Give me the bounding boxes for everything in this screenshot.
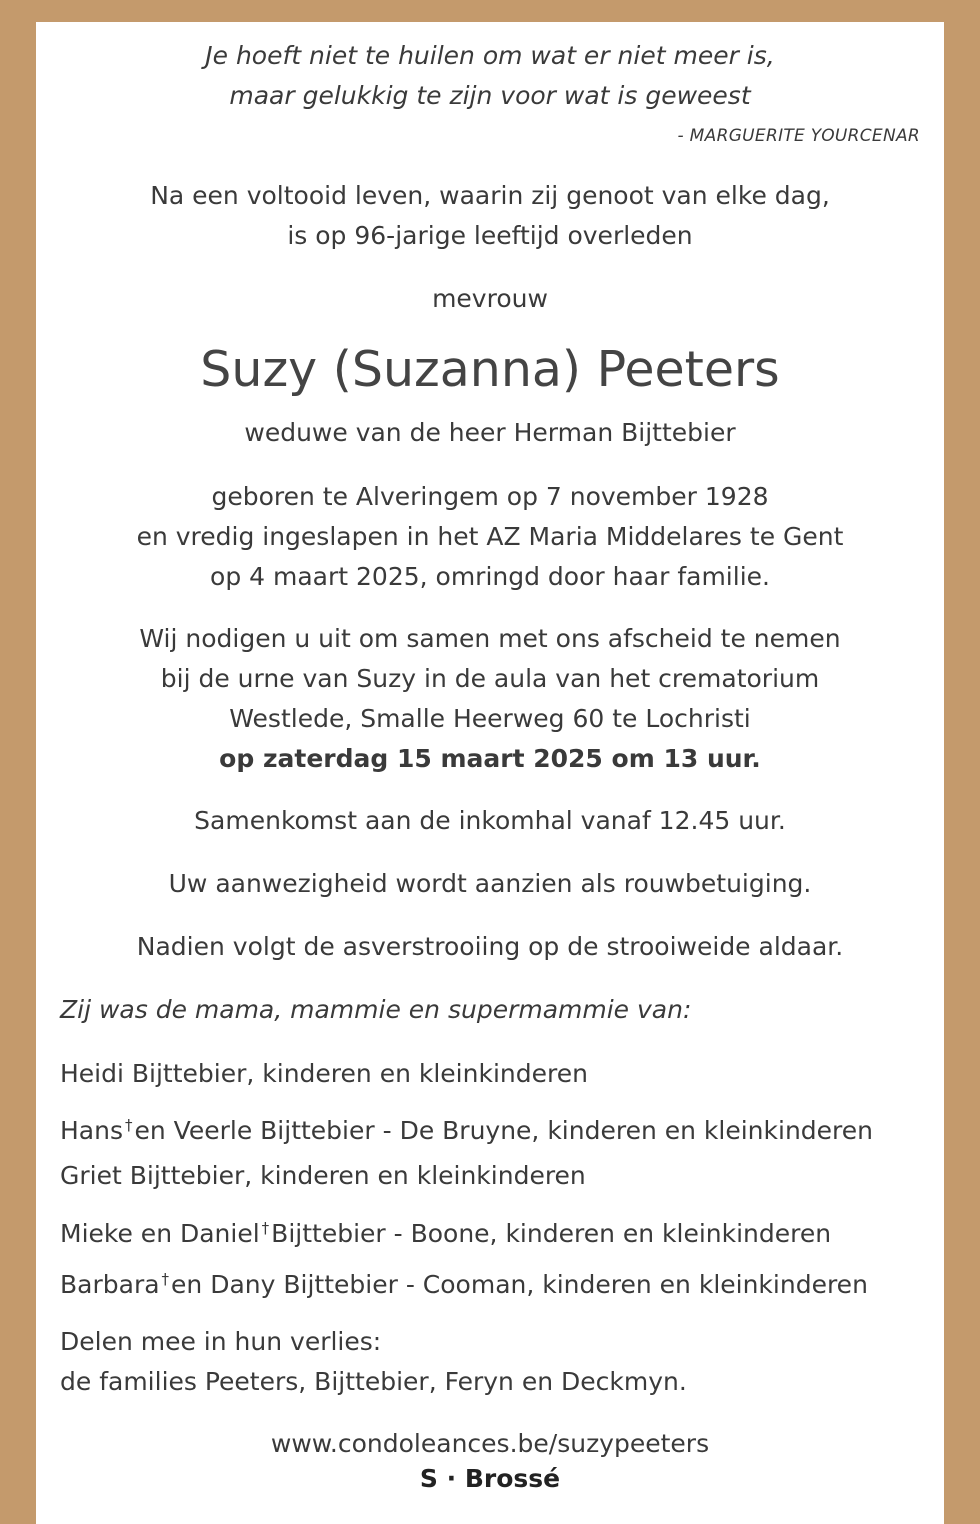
birth-line-1: geboren te Alveringem op 7 november 1928 bbox=[211, 482, 769, 511]
birth-death-text bbox=[36, 477, 944, 597]
gathering-text: Samenkomst aan de inkomhal vanaf 12.45 uur. bbox=[194, 806, 786, 835]
families-text bbox=[60, 1322, 687, 1402]
list-item: Griet Bijttebier, kinderen en kleinkinderen bbox=[60, 1161, 586, 1190]
invite-line-3: Westlede, Smalle Heerweg 60 te Lochristi bbox=[229, 704, 751, 733]
obituary-card bbox=[36, 22, 944, 1524]
list-item: Heidi Bijttebier, kinderen en kleinkinderen bbox=[60, 1059, 588, 1088]
condolence-text: Uw aanwezigheid wordt aanzien als rouwbetuiging. bbox=[168, 869, 812, 898]
quote-line-1: Je hoeft niet te huilen om wat er niet meer is, bbox=[205, 41, 775, 70]
invite-line-2: bij de urne van Suzy in de aula van het crematorium bbox=[160, 664, 820, 693]
intro-line-2: is op 96-jarige leeftijd overleden bbox=[287, 221, 693, 250]
funeral-home-logo: S · Brossé bbox=[419, 1464, 561, 1493]
quote-author: - MARGUERITE YOURCENAR bbox=[677, 126, 920, 146]
list-item: Mieke en Daniel †Bijttebier - Boone, kinderen en kleinkinderen bbox=[60, 1219, 832, 1248]
invite-line-1: Wij nodigen u uit om samen met ons afscheid te nemen bbox=[139, 624, 841, 653]
cross-icon: † bbox=[161, 1270, 170, 1288]
deceased-name: Suzy (Suzanna) Peeters bbox=[200, 341, 780, 398]
quote bbox=[36, 36, 944, 116]
scattering-text: Nadien volgt de asverstrooiing op de strooiweide aldaar. bbox=[136, 932, 844, 961]
ceremony-date: op zaterdag 15 maart 2025 om 13 uur. bbox=[219, 744, 761, 773]
honorific: mevrouw bbox=[432, 284, 548, 313]
birth-line-2: en vredig ingeslapen in het AZ Maria Middelares te Gent bbox=[136, 522, 844, 551]
cross-icon: † bbox=[261, 1219, 270, 1237]
condolence-website-link[interactable]: www.condoleances.be/suzypeeters bbox=[270, 1429, 710, 1458]
footer-tab bbox=[312, 1496, 668, 1524]
widow-line: weduwe van de heer Herman Bijttebier bbox=[244, 418, 736, 447]
quote-line-2: maar gelukkig te zijn voor wat is geweest bbox=[229, 81, 751, 110]
children-intro: Zij was de mama, mammie en supermammie van: bbox=[60, 995, 692, 1024]
families-line-1: Delen mee in hun verlies: bbox=[60, 1327, 382, 1356]
intro-text bbox=[36, 176, 944, 256]
birth-line-3: op 4 maart 2025, omringd door haar familie. bbox=[210, 562, 770, 591]
list-item: Hans †en Veerle Bijttebier - De Bruyne, kinderen en kleinkinderen bbox=[60, 1116, 873, 1145]
intro-line-1: Na een voltooid leven, waarin zij genoot van elke dag, bbox=[150, 181, 830, 210]
list-item: Barbara †en Dany Bijttebier - Cooman, kinderen en kleinkinderen bbox=[60, 1270, 868, 1299]
invitation-text bbox=[36, 619, 944, 779]
families-line-2: de families Peeters, Bijttebier, Feryn en Deckmyn. bbox=[60, 1367, 687, 1396]
cross-icon: † bbox=[125, 1116, 133, 1134]
